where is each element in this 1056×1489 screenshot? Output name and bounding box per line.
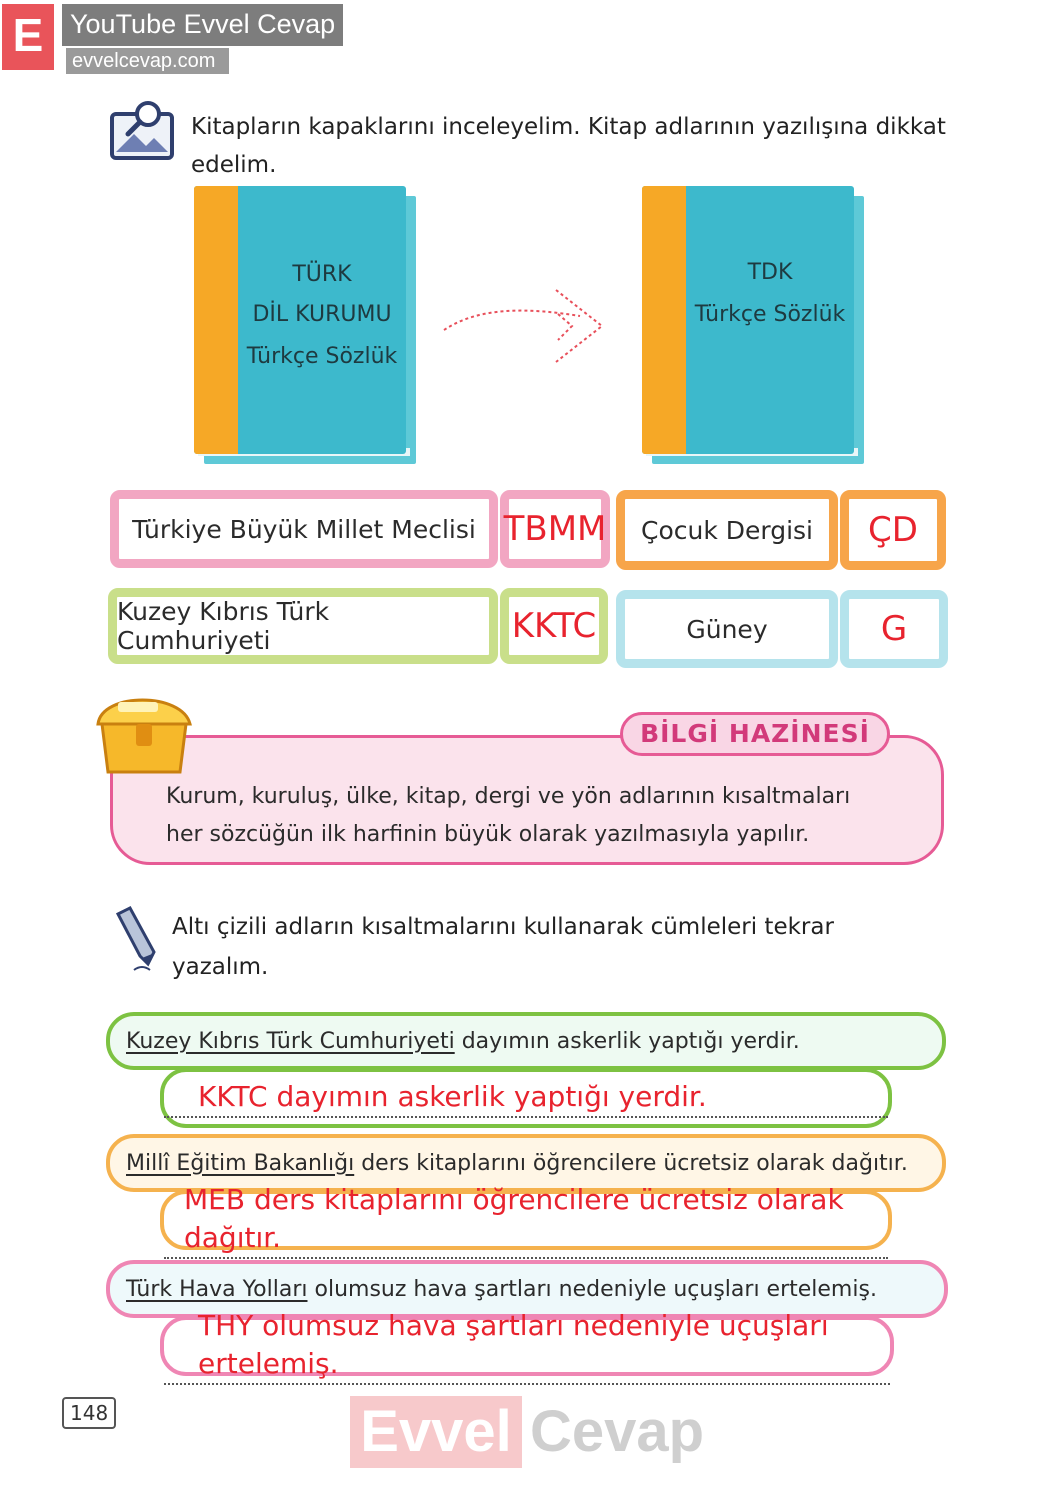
abbr-full-3: Kuzey Kıbrıs Türk Cumhuriyeti — [108, 588, 498, 664]
exercise-1-rest: dayımın askerlik yaptığı yerdir. — [454, 1028, 800, 1054]
book-full-title — [194, 186, 406, 448]
abbr-full-4: Güney — [616, 590, 838, 668]
abbr-short-3: KKTC — [500, 588, 608, 664]
exercise-3-rest: olumsuz hava şartları nedeniyle uçuşları ertelemiş. — [307, 1276, 877, 1302]
instruction-1-line-2: edelim. — [191, 152, 277, 178]
abbr-short-1: TBMM — [500, 490, 610, 568]
instruction-1-line-1: Kitapların kapaklarını inceleyelim. Kitap adlarının yazılışına dikkat — [191, 114, 946, 140]
exercise-3-answer-box[interactable] — [160, 1309, 894, 1380]
abbr-short-4: G — [840, 590, 948, 668]
exercise-2-underlined: Millî Eğitim Bakanlığı — [126, 1150, 355, 1176]
exercise-2-rest: ders kitaplarını öğrencilere ücretsiz olarak dağıtır. — [354, 1150, 908, 1176]
exercise-1-answer: KKTC dayımın askerlik yaptığı yerdir. — [164, 1078, 888, 1118]
abbr-full-2: Çocuk Dergisi — [616, 490, 838, 570]
book-left-line-1: TÜRK — [292, 262, 352, 287]
watermark-cevap: Cevap — [530, 1399, 705, 1464]
book-right-line-2: Türkçe Sözlük — [694, 302, 846, 327]
page-number: 148 — [62, 1397, 116, 1429]
info-line-1: Kurum, kuruluş, ülke, kitap, dergi ve yön adlarının kısaltmaları — [166, 784, 851, 809]
abbr-full-1: Türkiye Büyük Millet Meclisi — [110, 490, 498, 568]
logo-badge: E — [2, 4, 54, 70]
exercise-3-answer: THY olumsuz hava şartları nedeniyle uçuşları ertelemiş. — [164, 1307, 890, 1385]
logo-url: evvelcevap.com — [66, 48, 229, 74]
info-tag: BİLGİ HAZİNESİ — [620, 712, 890, 756]
arrow-right-icon — [440, 286, 610, 366]
book-left-line-2: DİL KURUMU — [252, 302, 392, 327]
exercise-3-underlined: Türk Hava Yolları — [126, 1276, 308, 1302]
exercise-2-answer-box[interactable] — [160, 1183, 892, 1254]
pencil-icon — [112, 904, 162, 974]
exercise-1-underlined: Kuzey Kıbrıs Türk Cumhuriyeti — [126, 1028, 455, 1054]
treasure-chest-icon — [88, 684, 200, 780]
book-right-line-1: TDK — [747, 260, 793, 285]
instruction-2-line-2: yazalım. — [172, 954, 269, 980]
abbr-short-2: ÇD — [840, 490, 946, 570]
book-left-line-3: Türkçe Sözlük — [246, 344, 398, 369]
logo-title: YouTube Evvel Cevap — [62, 4, 343, 46]
info-line-2: her sözcüğün ilk harfinin büyük olarak yazılmasıyla yapılır. — [166, 822, 810, 847]
instruction-2-line-1: Altı çizili adların kısaltmalarını kullanarak cümleleri tekrar — [172, 914, 834, 940]
magnifier-picture-icon — [108, 100, 180, 164]
exercise-2-answer: MEB ders kitaplarını öğrencilere ücretsiz olarak dağıtır. — [164, 1181, 888, 1259]
watermark-evvel: Evvel — [350, 1396, 522, 1468]
exercise-1-sentence — [106, 1012, 946, 1070]
exercise-1-answer-box[interactable] — [160, 1068, 892, 1128]
book-abbreviated-title — [642, 186, 854, 448]
